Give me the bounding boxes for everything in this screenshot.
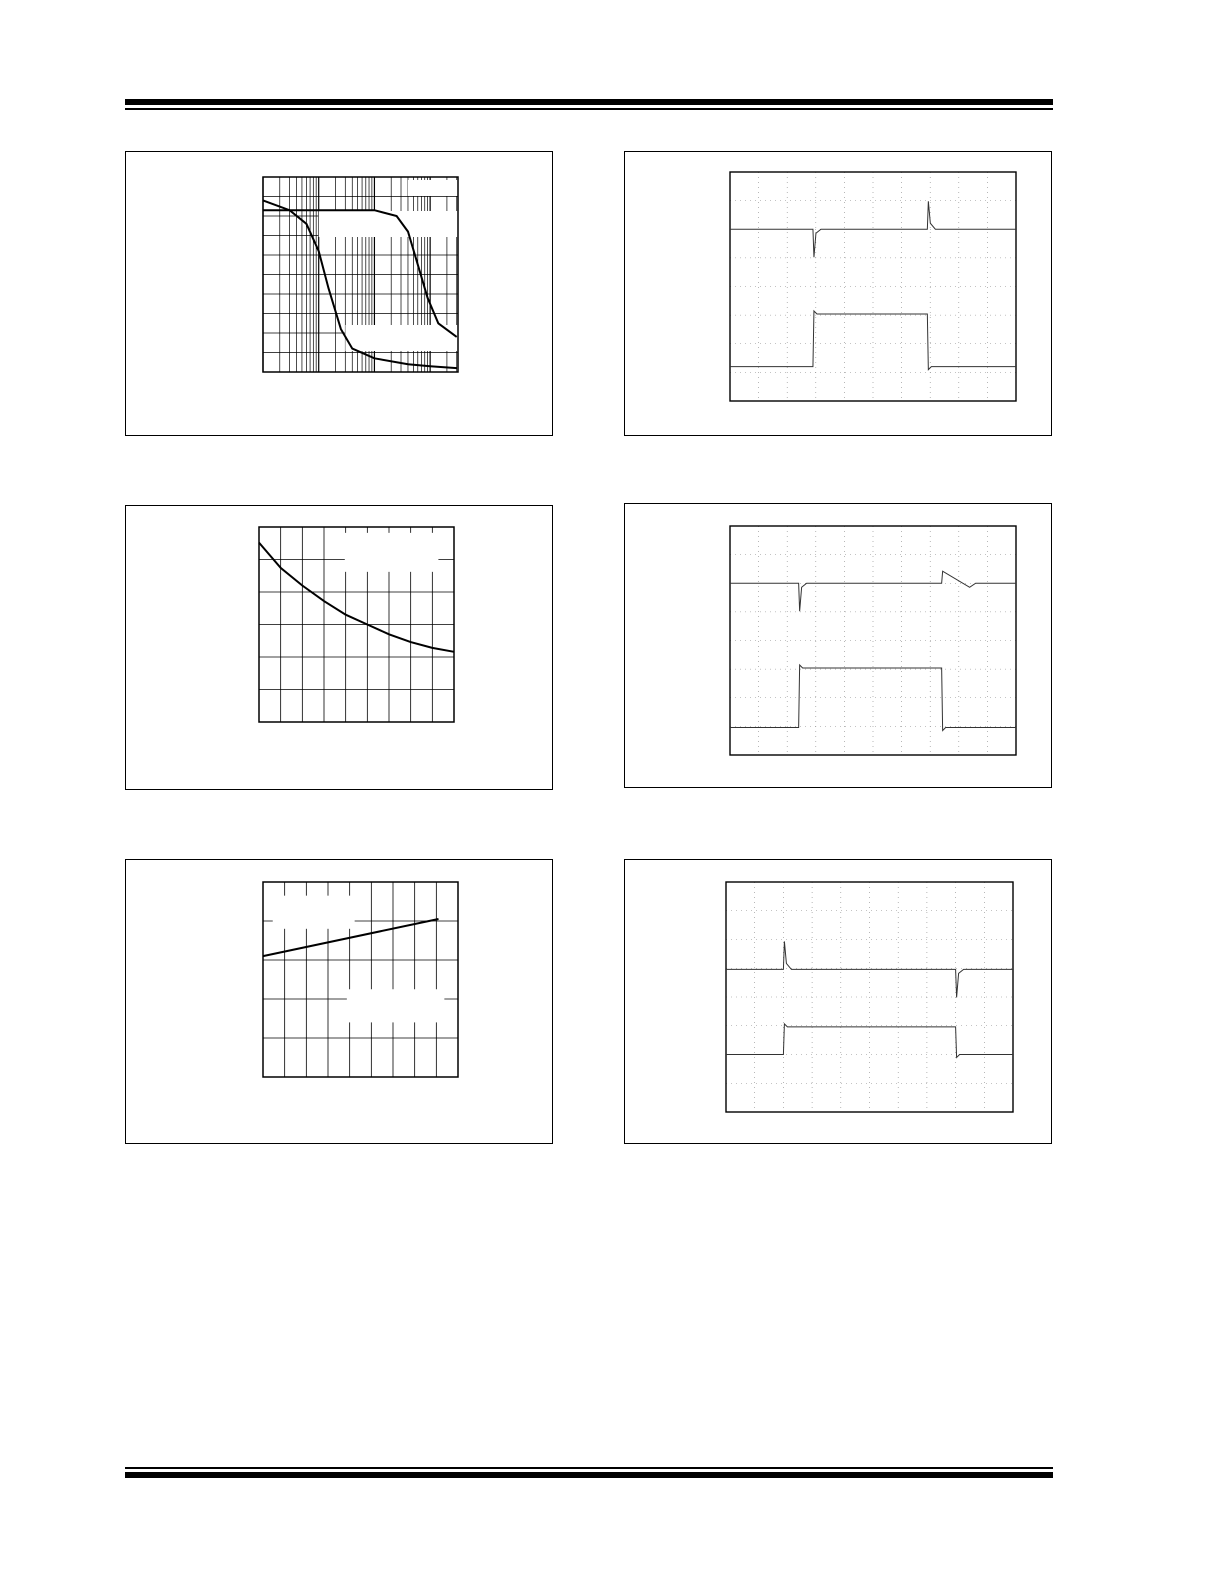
- legend-mask: [408, 180, 468, 196]
- legend-mask: [347, 989, 445, 1022]
- header-rule-thin: [125, 108, 1053, 110]
- legend-mask: [273, 896, 355, 929]
- legend-mask: [345, 325, 470, 351]
- figure-panel-linear: [125, 859, 553, 1144]
- legend-mask: [345, 533, 439, 572]
- figure-panel-scope-3: [624, 859, 1052, 1144]
- scope-chart-2: [625, 504, 1053, 789]
- scope-chart-3: [625, 860, 1053, 1145]
- figure-panel-decay: [125, 505, 553, 790]
- footer-rule-thin: [125, 1467, 1053, 1469]
- psrr-log-chart: [126, 152, 554, 437]
- scope-trace-1: [726, 941, 1013, 997]
- scope-chart-1: [625, 152, 1053, 437]
- footer-rule-thick: [125, 1472, 1053, 1478]
- decay-chart: [126, 506, 554, 791]
- plot-frame: [730, 526, 1016, 755]
- scope-trace-2: [730, 311, 1016, 370]
- figure-panel-scope-2: [624, 503, 1052, 788]
- figure-panel-psrr: [125, 151, 553, 436]
- scope-trace-2: [730, 665, 1016, 731]
- header-rule-thick: [125, 99, 1053, 105]
- linear-chart: [126, 860, 554, 1145]
- scope-trace-1: [730, 201, 1016, 257]
- figure-panel-scope-1: [624, 151, 1052, 436]
